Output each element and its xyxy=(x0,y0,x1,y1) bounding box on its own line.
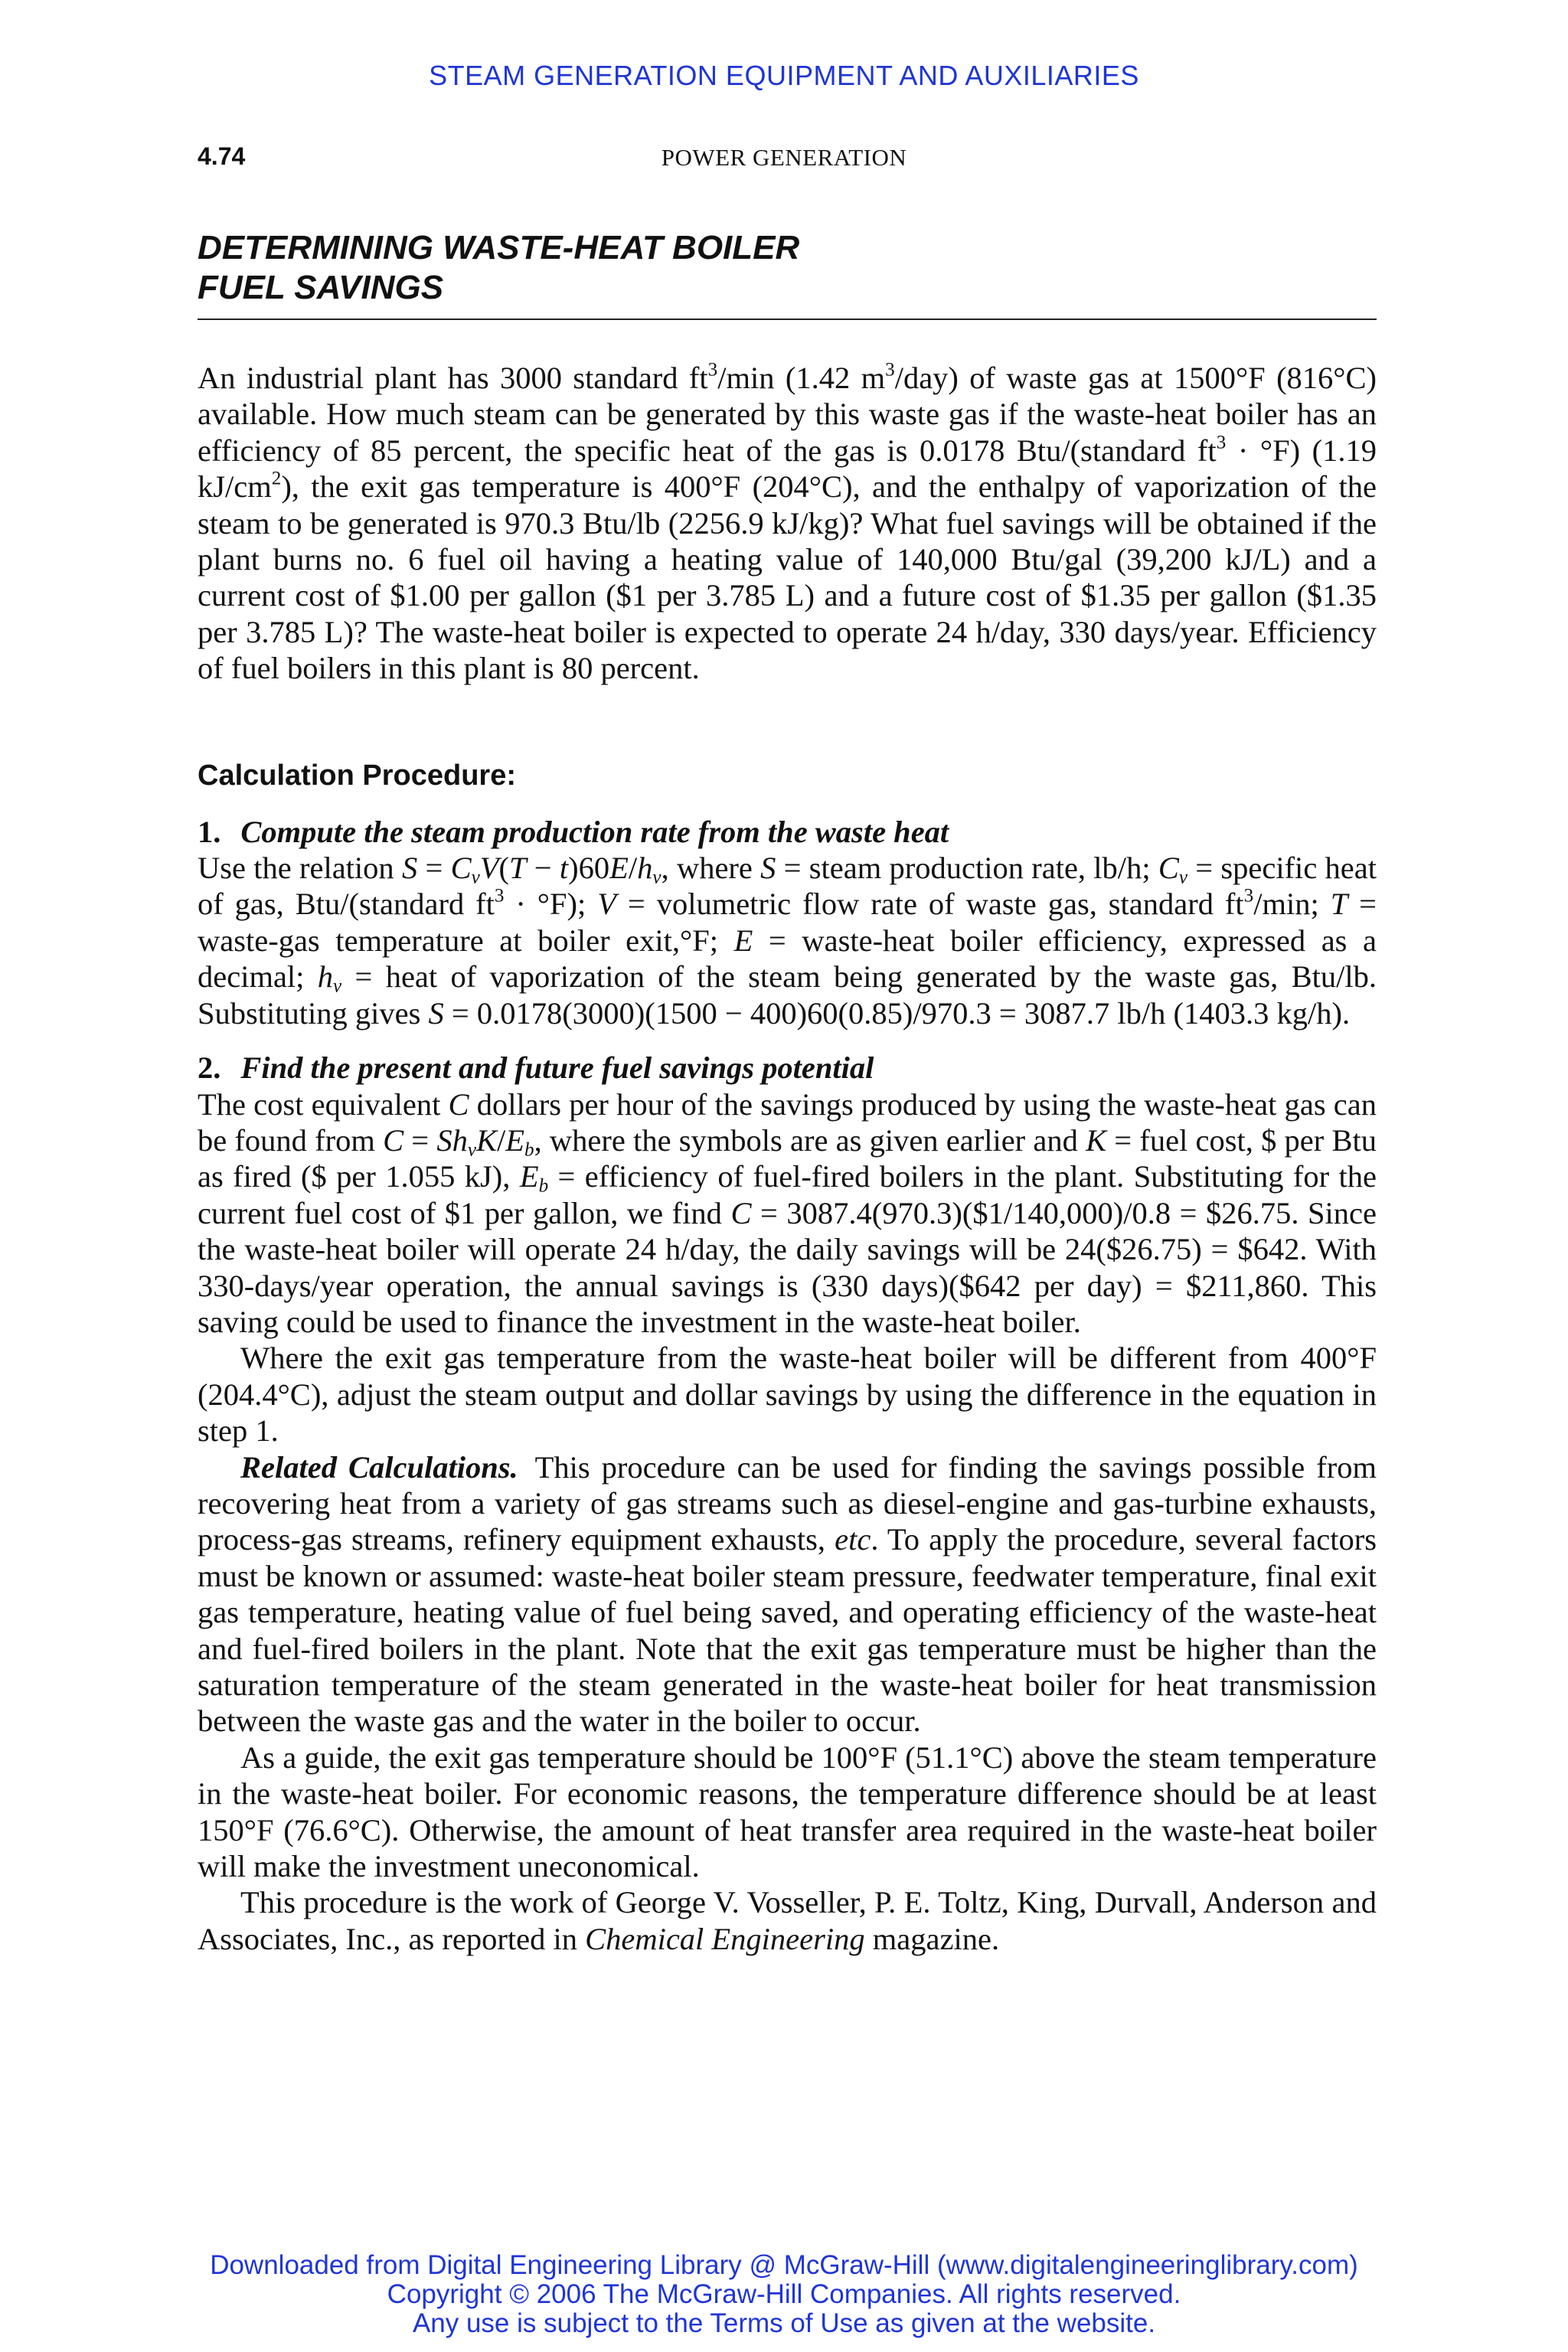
section-title xyxy=(198,228,1377,308)
step2-heading: 2. Find the present and future fuel savings potential xyxy=(198,1050,874,1086)
main-text xyxy=(198,360,1377,1957)
step2-body: The cost equivalent C dollars per hour of the savings produced by using the waste-heat gas can be found from $C = Sh_vK/E_b$, where the symbols are as given earlier and K = fuel cost, $ per Btu as fired ($ per 1.055 kJ), $E_b$ = efficiency of fuel-fired boilers in the plant. Substituting for the current fuel cost of $1 per gallon, we find C = 3087.4(970.3)($1/140,000)/0.8 = $26.75. Since the waste-heat boiler will operate 24 h/day, the daily savings will be 24($26.75) = $642. With 330-days/year operation, the annual savings is (330 days)($642 per day) = $211,860. This saving could be used to finance the investment in the waste-heat boiler. xyxy=(198,1086,1377,1339)
step1-heading: 1. Compute the steam production rate from the waste heat xyxy=(198,814,949,849)
footer-copyright: Copyright © 2006 The McGraw-Hill Companies. All rights reserved. xyxy=(387,2279,1181,2309)
running-head: STEAM GENERATION EQUIPMENT AND AUXILIARIES xyxy=(429,60,1139,91)
related-calculations-paragraph: Related Calculations. This procedure can be used for finding the savings possible from recovering heat from a variety of gas streams such as diesel-engine and gas-turbine exhausts, process-gas streams, refinery equipment exhausts, etc. To apply the procedure, several factors must be known or assumed: waste-heat boiler steam pressure, feedwater temperature, final exit gas temperature, heating value of fuel being saved, and operating efficiency of the waste-heat and fuel-fired boilers in the plant. Note that the exit gas temperature must be higher than the saturation temperature of the steam generated in the waste-heat boiler for heat transmission between the waste gas and the water in the boiler to occur. xyxy=(198,1449,1377,1739)
footer-download-link[interactable]: Downloaded from Digital Engineering Library @ McGraw-Hill (www.digitalengineeringlibrary.com) xyxy=(210,2250,1358,2280)
section-title-line1: DETERMINING WASTE-HEAT BOILER xyxy=(198,229,800,266)
step1-body: Use the relation $S = C_vV(T - t)60E/h_v$, where S = steam production rate, lb/h; $C_v$ = specific heat of gas, Btu/(standard $ft^3 \cdot ^\circ F$); V = volumetric flow rate of waste gas, standard $ft^3/\min$; T = waste-gas temperature at boiler exit,°F; E = waste-heat boiler efficiency, expressed as a decimal; $h_v$ = heat of vaporization of the steam being generated by the waste gas, Btu/lb. Substituting gives S = 0.0178(3000)(1500 − 400)60(0.85)/970.3 = 3087.7 lb/h (1403.3 kg/h). xyxy=(198,851,1377,1031)
page-number: 4.74 xyxy=(198,142,246,170)
guide-paragraph: As a guide, the exit gas temperature should be 100°F (51.1°C) above the steam temperature in the waste-heat boiler. For economic reasons, the temperature difference should be at least 150°F (76.6°C). Otherwise, the amount of heat transfer area required in the waste-heat boiler will make the investment uneconomical. xyxy=(198,1740,1377,1884)
book-title: POWER GENERATION xyxy=(661,144,907,171)
title-rule xyxy=(198,318,1377,320)
credit-paragraph: This procedure is the work of George V. Vosseller, P. E. Toltz, King, Durvall, Anderson and Associates, Inc., as reported in Chemical Engineering magazine. xyxy=(198,1885,1377,1956)
footer-terms-link[interactable]: Any use is subject to the Terms of Use as given at the website. xyxy=(412,2308,1156,2338)
section-title-line2: FUEL SAVINGS xyxy=(198,269,444,306)
exit-temperature-paragraph: Where the exit gas temperature from the waste-heat boiler will be different from 400°F (204.4°C), adjust the steam output and dollar savings by using the difference in the equation in step 1. xyxy=(198,1341,1377,1449)
problem-paragraph: An industrial plant has 3000 standard $ft^3/\min$ (1.42 $m^3/day$) of waste gas at 1500°F (816°C) available. How much steam can be generated by this waste gas if the waste-heat boiler has an efficiency of 85 percent, the specific heat of the gas is 0.0178 Btu/(standard $ft^3 \cdot ^\circ F$) (1.19 $kJ/cm^2$), the exit gas temperature is 400°F (204°C), and the enthalpy of vaporization of the steam to be generated is 970.3 Btu/lb (2256.9 kJ/kg)? What fuel savings will be obtained if the plant burns no. 6 fuel oil having a heating value of 140,000 Btu/gal (39,200 kJ/L) and a current cost of $1.00 per gallon ($1 per 3.785 L) and a future cost of $1.35 per gallon ($1.35 per 3.785 L)? The waste-heat boiler is expected to operate 24 h/day, 330 days/year. Efficiency of fuel boilers in this plant is 80 percent. xyxy=(198,359,1377,686)
calculation-heading: Calculation Procedure: xyxy=(198,759,516,792)
footer xyxy=(0,2251,1568,2338)
